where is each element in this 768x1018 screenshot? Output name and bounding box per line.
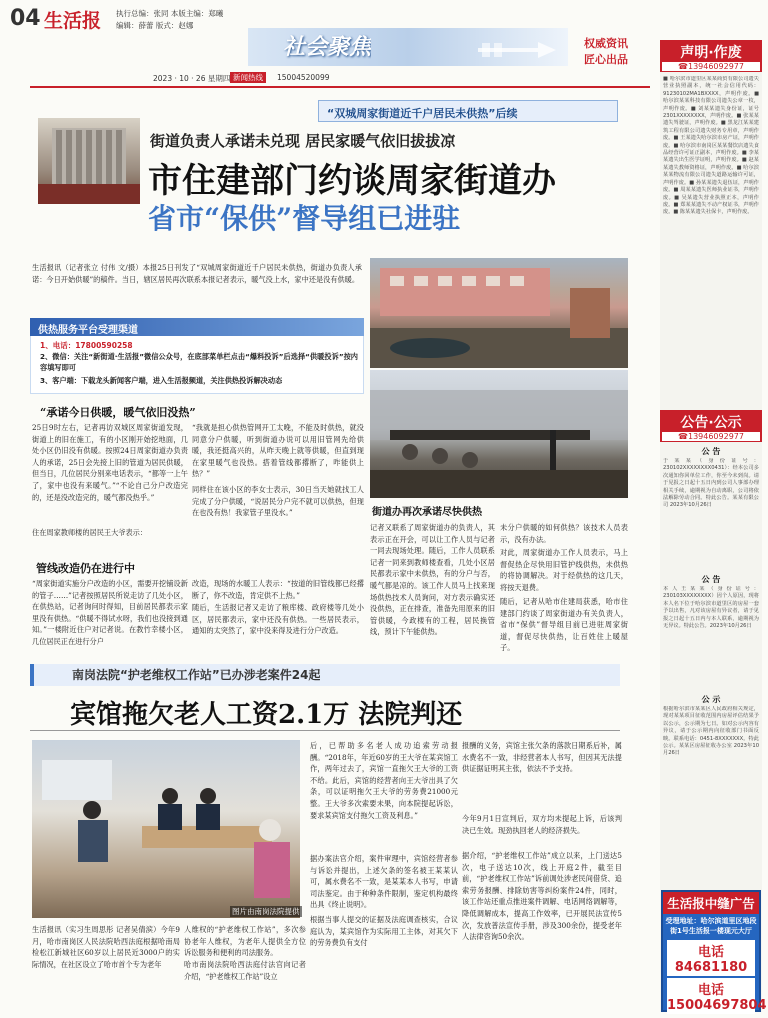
editor-line-2: 编辑：薛蕾 版式：赵娜 xyxy=(116,21,194,30)
brand-logo: 生活报 xyxy=(44,10,102,32)
story2-p2: 人维权的“护老维权工作站”，多次参协老年人维权，为老年人提供全方位诉讼服务和便利的司法服务。 xyxy=(184,925,306,958)
story1-p3: “周家街道实施分户改造的小区，需要开挖铺设新的管子……”记者按照居民所说走访了几处小区，在供热站，记者询问时得知，目前居民都表示家里没有供热。“供暖不得试水呀，我们也没接到通知。”一楼附近住户对记者说。在教竹幸楼小区，几位居民正在进行分户 xyxy=(32,579,188,646)
notices-d: 根据哈尔滨市某某区人民政府相关规定，现对某某项目征收范围内房屋评估结果予以公示，公示期为七日。如对公示内容有异议，请于公示期内向征收部门书面反映。联系电话：0451-8XXXXXXX。特此公示。某某区房屋征收办公室 2023年10月26日 xyxy=(663,706,759,757)
story2-p3: 后，已帮助多名老人成功追索劳动报酬。“2018年，年近60岁的王大爷在某宾馆工作，两年过去了，宾馆一直拖欠王大爷的工资不给。此后，宾馆的经营者向王大爷出具了欠条，可以证明拖欠王大爷的劳务费21000元整。王大爷多次索要未果，向本院提起诉讼，要求某宾馆支付拖欠工资及利息。” xyxy=(310,741,458,820)
story1-p1: 25日9时左右，记者再访双城区周家街道发现，街道上的旧在施工，有的小区刚开始挖地面，几处小区仍旧没有供暖。按照24日周家街道办负责人的承诺，25日会先接上旧的管道为居民供暖，但当日，几位居民分别来电话表示，“都等一上午了，家中也没有来暖气。”“不论自己分户改造完的，还是没改造完的，暖气都没热乎。” xyxy=(32,423,188,502)
photo-caption: 街道办再次承诺尽快供热 xyxy=(372,507,482,518)
header-rule xyxy=(30,86,650,88)
story1-p4: 改造，现场的水暖工人表示：“按道的旧管线都已经撂断了，你不改造，肯定供不上热。” xyxy=(192,579,364,600)
subhead-promise: “承诺今日供暖，暖气依旧没热” xyxy=(40,406,196,419)
notice-heading-1: 公 告 xyxy=(701,447,721,456)
sidebox-title: 供热服务平台受理渠道 xyxy=(30,318,364,336)
notice-header-1 xyxy=(660,40,762,72)
story1-deck: 街道负责人承诺未兑现 居民家暖气依旧拔拔凉 xyxy=(150,132,456,150)
story1-p7: 随后，记者从哈市住建局获悉，哈市住建部门约谈了周家街道办有关负责人，省市“保供”督导组目前已进驻周家街道，督促尽快供热，让百姓住上暖屋子。 xyxy=(500,597,628,653)
sidebox-wechat: 2、微信：关注“新街道·生活报”微信公众号，在底部菜单栏点击“爆料投诉”后选择“供暖投诉”按内容填写即可 xyxy=(40,352,358,372)
story2-deck: 南岗法院“护老维权工作站”已办涉老案件24起 xyxy=(72,668,321,682)
building-icon xyxy=(370,258,628,368)
radiator-photo xyxy=(38,118,140,204)
section-title: 社会聚焦 xyxy=(283,35,372,60)
construction-photo-2 xyxy=(370,370,628,498)
banner-arrow-icon xyxy=(478,40,558,60)
story2-p4b: 今年9月1日宣判后，双方均未提起上诉，后该判决已生效。现劲执回老人的经济损失。 xyxy=(462,814,622,835)
notice-header-2 xyxy=(660,410,762,442)
story2-rule xyxy=(30,730,620,731)
story1-lead: 生活报讯（记者张立 付伟 文/摄）本报25日刊发了“双城周家街道近千户居民未供热，街道办负责人承诺：今日开始供暖”的稿件。当日，辖区居民再次联系本报记者表示，暖气没上水，家中还是没有供暖。 xyxy=(32,263,362,284)
radiator-icon xyxy=(38,118,140,204)
issue-date: 2023 · 10 · 26 星期四 xyxy=(153,74,231,83)
slogan-2: 匠心出品 xyxy=(584,53,628,66)
story1-p6b: 对此，周家街道办工作人员表示，马上督促热企尽快用旧管护线供热，未供热的将协调解决。对于经供热的这几天，将按天退费。 xyxy=(500,548,628,592)
slogan-1: 权威资讯 xyxy=(584,37,628,50)
story2-headline: 宾馆拖欠老人工资2.1万 法院判还 xyxy=(70,700,463,730)
notice-title-2: 公告·公示 xyxy=(680,415,742,431)
ad-phone-2: 电话 15004697804 xyxy=(667,978,755,1014)
story1-p2b: 同样住在该小区的李女士表示，30日当天她就找工人完成了分户供暖，“说居民分户完不就可以供热，但现在也没有热！我家管子里没水。” xyxy=(192,485,364,518)
notices-a: ■ 哈尔滨市道里区某某商贸有限公司遗失营业执照副本，统一社会信用代码：91230102MA1BXXXX，声明作废。■ 哈尔滨某某科技有限公司遗失公章一枚，声明作废。■ 刘某某遗失身份证，证号2301XXXXXXXX，声明作废。■ 张某某遗失驾驶证，声明作废。■ 黑龙江某某建筑工程有限公司遗失财务专用章，声明作废。■ 王某遗失哈尔滨市房产证，声明作废。■ 哈尔滨市南岗区某某餐饮店遗失食品经营许可证正副本，声明作废。■ 李某某遗失出生医学证明，声明作废。■ 赵某某遗失教师资格证，声明作废。■ 哈尔滨某某物流有限公司遗失道路运输许可证，声明作废。■ 孙某某遗失退伍证，声明作废。■ 周某某遗失医师执业证书，声明作废。■ 吴某遗失营业执照正本，声明作废。■ 郑某某遗失不动产权证书，声明作废。■ 陈某某遗失社保卡，声明作废。 xyxy=(663,76,759,216)
story2-p4: 报酬的义务，宾馆主张欠条的落款日期系后补，属水费名不一致，非经营者本人书写，但因其无法提供证据证明其主张，依法不予支持。 xyxy=(462,741,622,774)
story1-p5: 记者又联系了周家街道办的负责人，其表示正在开会，可以让工作人员与记者一同去现场处理。随后，工作人员联系记者一同来到教师楼查看，几处小区居民都表示家中未供热，有的分户与否，暖气都是凉的。该工作人员马上找来现场供热技术人员询问，对方表示确实还没供热，正在排查，准备先用原来的旧管供暖，今政楼有的工程，居民换管线，预计下午能供热。 xyxy=(370,523,495,637)
story1-p2: “我就是担心供热管网开工太晚，不能及时供热，就没同意分户供暖，听到街道办说可以用旧管网先给供暖，我还挺高兴的，从昨天晚上就等供暖，但直到现在家里暖气也没热。搭着管线都撂断了，咋能供上热？” xyxy=(192,423,364,479)
subhead-pipeline: 管线改造仍在进行中 xyxy=(36,562,135,575)
notice-tel-1: ☎13946092977 xyxy=(662,62,760,71)
notices-c: 本人王某某（身份证号：230103XXXXXXXX）因个人原因，现将本人名下位于哈尔滨市道里区的房屋一套予以出售，凡对该房屋有异议者，请于见报之日起十五日内与本人联系，逾期视为无异议。特此公告。2023年10月26日 xyxy=(663,586,759,630)
story2-p3c: 根据当事人提交的证据及法庭调查核实，合议庭认为，某宾馆作为实际用工主体，对其欠下的劳务费负有支付 xyxy=(310,915,458,948)
notice-heading-2: 公 告 xyxy=(701,575,721,584)
notice-heading-3: 公 示 xyxy=(701,695,721,704)
ad-address: 受理地址：哈尔滨道里区地段街1号生活报一楼现元大厅 xyxy=(665,917,757,935)
story1-headline-2: 省市“保供”督导组已进驻 xyxy=(148,202,461,235)
sidebox-phone: 1、电话：17800590258 xyxy=(40,341,133,350)
story1-p1b: 住在周家教师楼的居民王大爷表示： xyxy=(32,528,148,537)
notices-b: 于某某（身份证号：230102XXXXXXXX0431）：经本公司多次通知你回单位工作，你至今未到岗。请于见报之日起十五日内到公司人事部办理相关手续，逾期视为自动离职，公司将依法解除劳动合同。特此公告。某某有限公司 2023年10月26日 xyxy=(663,458,759,509)
notice-title-1: 声明·作废 xyxy=(680,45,742,61)
sidebox-app: 3、客户端：下载龙头新闻客户端，进入生活报频道，关注供热投诉解决动态 xyxy=(40,376,283,385)
notice-tel-2: ☎13946092977 xyxy=(662,432,760,441)
story2-p3b: 据办案法官介绍，案件审理中，宾馆经营者参与诉讼并提出，上述欠条的签名被王某某认可，属水费名不一致，是某某本人书写，申请司法鉴定。由于种种条件限制，鉴定机构最终出具《终止说明》。 xyxy=(310,854,458,910)
story2-p4c: 据介绍，“护老维权工作站”成立以来，上门送达5次，电子送达10次，线上开庭2件，截至目前，“护老维权工作站”诉前调处涉老民间借贷、追索劳务报酬、排除妨害等纠纷案件24件，同时，该工作站还重点推进案件调解、电话网络调解等，降低调解成本，提高工作效率，已开展民法宣传5次，发放普法宣传手册，涉及300余份，提受老年人法律咨询50余次。 xyxy=(462,851,622,942)
meeting-people-icon xyxy=(32,740,300,918)
classified-ad xyxy=(661,890,767,1013)
ad-phone-1: 电话 84681180 xyxy=(667,940,755,976)
court-photo xyxy=(32,740,300,918)
pipeline-icon xyxy=(370,370,628,498)
story1-p4b: 随后，生活报记者又走访了粮库楼、政府楼等几处小区，居民都表示，家中还没有供热。一些居民表示，通知的太突然了，家中没来得及进行分户改造。 xyxy=(192,603,364,636)
story1-headline-1: 市住建部门约谈周家街道办 xyxy=(148,161,556,201)
page-number: 04 xyxy=(10,6,41,31)
ad-title: 生活报中缝广告 xyxy=(663,892,759,914)
hotline-number: 15004520099 xyxy=(277,73,330,82)
photo-credit: 图片由南岗法院提供 xyxy=(232,907,300,916)
story2-p1: 生活报讯（实习生周思彤 记者吴倩滨）今年9月，哈市南岗区人民法院哈西法庭根据哈南局检松江新城社区60岁以上居民近3000户的实际情况，在社区设立了哈市首个专为老年 xyxy=(32,925,180,969)
hotline-label: 新闻热线 xyxy=(230,72,266,83)
construction-photo-1 xyxy=(370,258,628,368)
editor-line-1: 执行总编：张同 本版主编：郑曦 xyxy=(116,9,224,18)
story2-p2b: 哈市南岗法院哈西法庭付法官向记者介绍，“护老维权工作站”设立 xyxy=(184,960,306,981)
story1-p6: 未分户供暖的如何供热？该技术人员表示，没有办法。 xyxy=(500,523,628,544)
followup-ribbon: “双城周家街道近千户居民未供热”后续 xyxy=(318,100,618,122)
